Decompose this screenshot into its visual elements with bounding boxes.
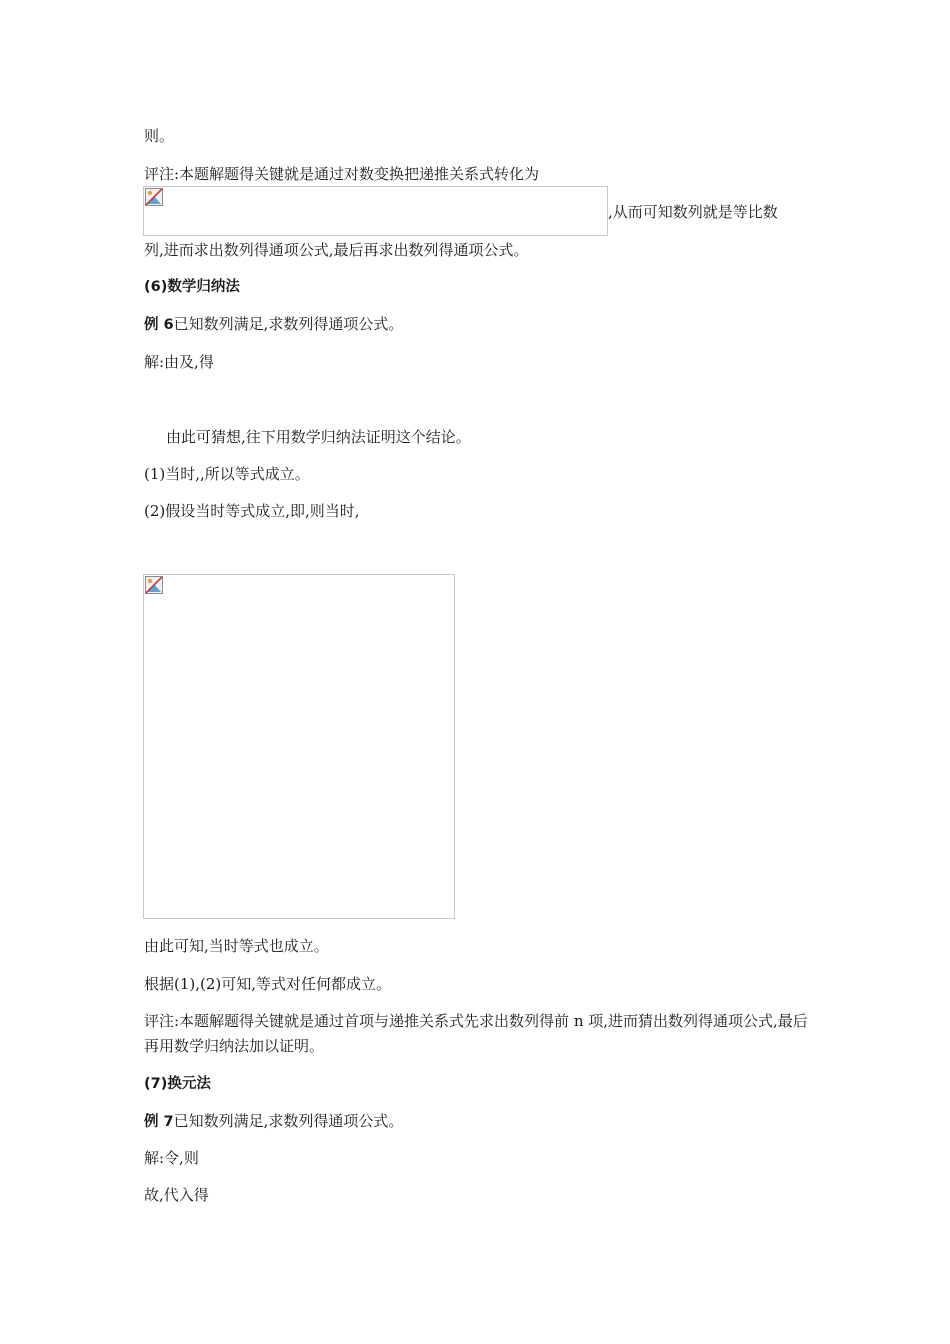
induction-step-1: (1)当时,,所以等式成立。 bbox=[144, 465, 310, 483]
example-7 bbox=[144, 1111, 403, 1132]
example-6-label: 例 6 bbox=[144, 317, 174, 333]
section-heading-7: (7)换元法 bbox=[144, 1076, 211, 1092]
section-heading-6: (6)数学归纳法 bbox=[144, 279, 240, 295]
example-6 bbox=[144, 314, 403, 335]
line-then: 则。 bbox=[144, 127, 175, 145]
conclusion-line-1: 由此可知,当时等式也成立。 bbox=[144, 937, 329, 955]
example-7-label: 例 7 bbox=[144, 1114, 174, 1130]
broken-image-formula bbox=[143, 186, 608, 236]
induction-step-2: (2)假设当时等式成立,即,则当时, bbox=[144, 502, 360, 520]
broken-image-icon bbox=[145, 576, 163, 594]
comment-5-line-3: 列,进而求出数列得通项公式,最后再求出数列得通项公式。 bbox=[144, 241, 529, 259]
comment-5-line-1: 评注:本题解题得关键就是通过对数变换把递推关系式转化为 bbox=[144, 165, 540, 183]
solution-6: 解:由及,得 bbox=[144, 353, 214, 371]
example-7-text: 已知数列满足,求数列得通项公式。 bbox=[173, 1112, 404, 1130]
solution-7: 解:令,则 bbox=[144, 1149, 199, 1167]
guess-line: 由此可猜想,往下用数学归纳法证明这个结论。 bbox=[166, 428, 471, 446]
conclusion-line-2: 根据(1),(2)可知,等式对任何都成立。 bbox=[144, 975, 392, 993]
example-6-text: 已知数列满足,求数列得通项公式。 bbox=[173, 315, 404, 333]
broken-image-icon bbox=[145, 188, 163, 206]
comment-5-line-2-tail: ,从而可知数列就是等比数 bbox=[608, 203, 778, 221]
substitution-line: 故,代入得 bbox=[144, 1186, 209, 1204]
comment-6: 评注:本题解题得关键就是通过首项与递推关系式先求出数列得前 n 项,进而猜出数列得通项公式,最后再用数学归纳法加以证明。 bbox=[144, 1012, 808, 1055]
broken-image-derivation bbox=[143, 574, 455, 919]
